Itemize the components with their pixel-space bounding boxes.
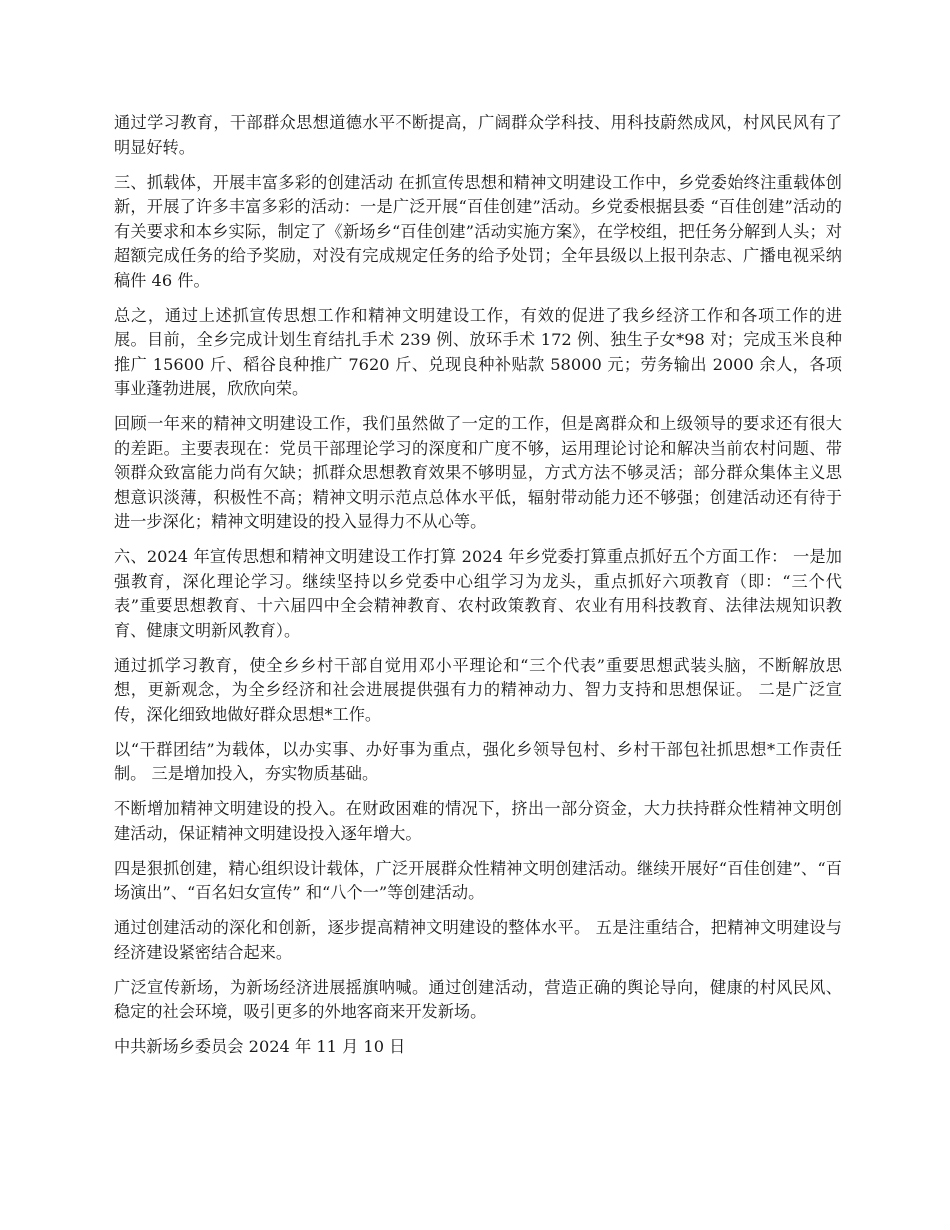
- signature-line: 中共新场乡委员会 2024 年 11 月 10 日: [114, 1037, 406, 1056]
- paragraph-6: 通过抓学习教育，使全乡乡村干部自觉用邓小平理论和“三个代表”重要思想武装头脑，不断解放思想，更新观念，为全乡经济和社会进展提供强有力的精神动力、智力支持和思想保证。 二是广泛宣传，深化细致地做好群众思想*工作。: [114, 655, 842, 724]
- paragraph-7: 以“干群团结”为载体，以办实事、办好事为重点，强化乡领导包村、乡村干部包社抓思想*工作责任制。 三是增加投入，夯实物质基础。: [114, 739, 842, 783]
- paragraph-10: 通过创建活动的深化和创新，逐步提高精神文明建设的整体水平。 五是注重结合，把精神文明建设与经济建设紧密结合起来。: [114, 918, 842, 962]
- paragraph-5: 六、2024 年宣传思想和精神文明建设工作打算 2024 年乡党委打算重点抓好五个方面工作： 一是加强教育，深化理论学习。继续坚持以乡党委中心组学习为龙头，重点抓好六项教育（即：“三个代表”重要思想教育、十六届四中全会精神教育、农村政策教育、农业有用科技教育、法律法规知识教育、健康文明新风教育）。: [114, 547, 842, 640]
- paragraph-3: 总之，通过上述抓宣传思想工作和精神文明建设工作，有效的促进了我乡经济工作和各项工作的进展。目前，全乡完成计划生育结扎手术 239 例、放环手术 172 例、独生子女*98 对；完成玉米良种推广 15600 斤、稻谷良种推广 7620 斤、兑现良种补贴款 58000 元；劳务输出 2000 余人，各项事业蓬勃进展，欣欣向荣。: [114, 305, 842, 398]
- paragraph-2: 三、抓载体，开展丰富多彩的创建活动 在抓宣传思想和精神文明建设工作中，乡党委始终注重载体创新，开展了许多丰富多彩的活动：一是广泛开展“百佳创建”活动。乡党委根据县委 “百佳创建”活动的有关要求和本乡实际，制定了《新场乡“百佳创建”活动实施方案》，在学校组，把任务分解到人头；对超额完成任务的给予奖励，对没有完成规定任务的给予处罚；全年县级以上报刊杂志、广播电视采纳稿件 46 件。: [114, 172, 842, 290]
- paragraph-9: 四是狠抓创建，精心组织设计载体，广泛开展群众性精神文明创建活动。继续开展好“百佳创建”、“百场演出”、“百名妇女宣传” 和“八个一”等创建活动。: [114, 858, 842, 902]
- paragraph-1: 通过学习教育，干部群众思想道德水平不断提高，广阔群众学科技、用科技蔚然成风，村风民风有了明显好转。: [114, 113, 842, 157]
- document-body: [114, 111, 842, 1070]
- paragraph-8: 不断增加精神文明建设的投入。在财政困难的情况下，挤出一部分资金，大力扶持群众性精神文明创建活动，保证精神文明建设投入逐年增大。: [114, 799, 842, 843]
- paragraph-11: 广泛宣传新场，为新场经济进展摇旗呐喊。通过创建活动，营造正确的舆论导向，健康的村风民风、稳定的社会环境，吸引更多的外地客商来开发新场。: [114, 977, 842, 1021]
- paragraph-4: 回顾一年来的精神文明建设工作，我们虽然做了一定的工作，但是离群众和上级领导的要求还有很大的差距。主要表现在：党员干部理论学习的深度和广度不够，运用理论讨论和解决当前农村问题、带领群众致富能力尚有欠缺；抓群众思想教育效果不够明显，方式方法不够灵活；部分群众集体主义思想意识淡薄，积极性不高；精神文明示范点总体水平低，辐射带动能力还不够强；创建活动还有待于进一步深化；精神文明建设的投入显得力不从心等。: [114, 414, 842, 531]
